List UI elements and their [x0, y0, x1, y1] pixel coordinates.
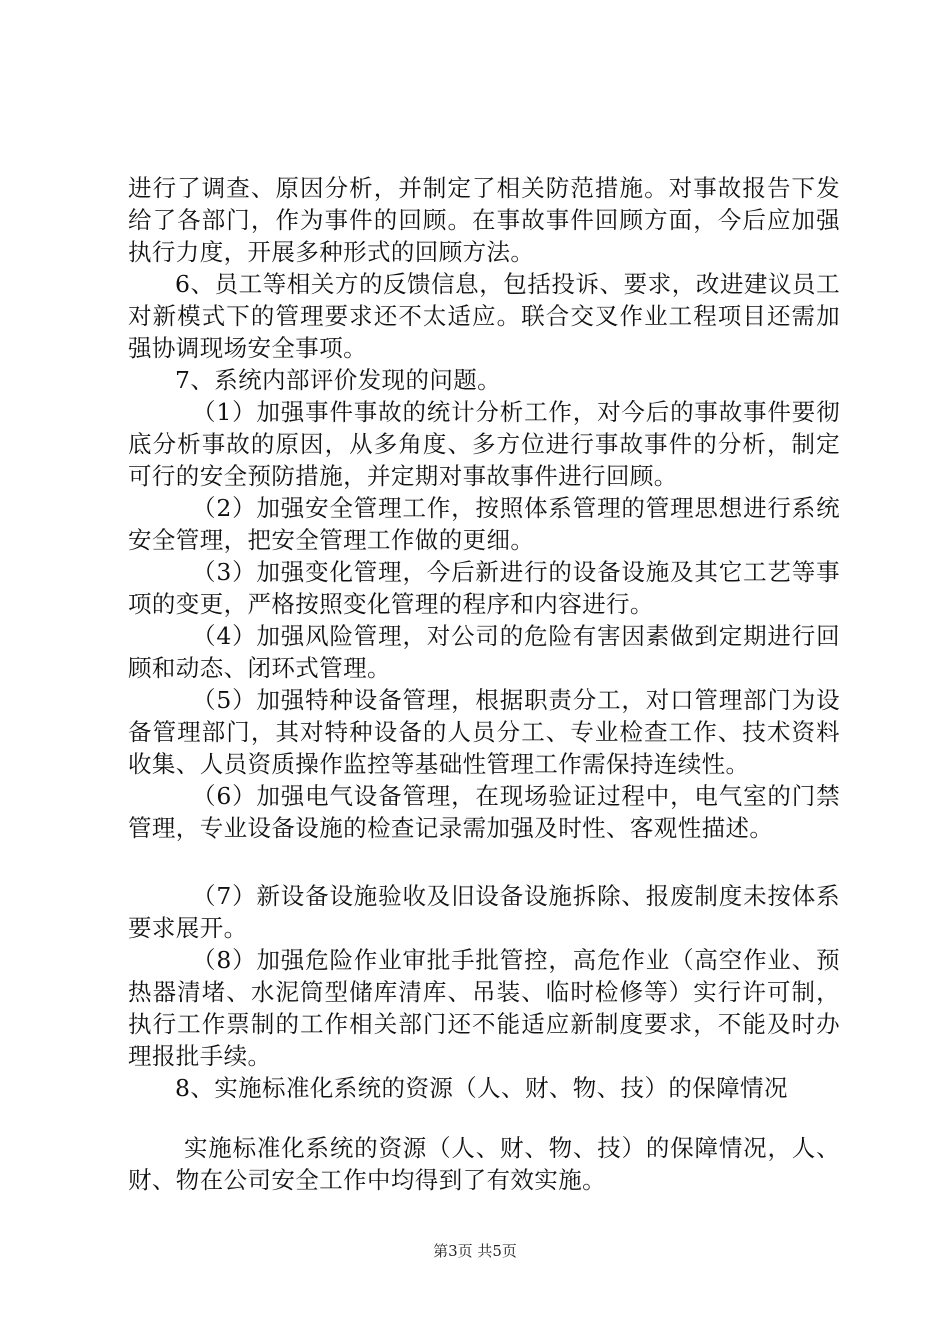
paragraph-sub-1-incident-analysis: （1）加强事件事故的统计分析工作，对今后的事故事件要彻底分析事故的原因，从多角度、多方位进行事故事件的分析，制定可行的安全预防措施，并定期对事故事件进行回顾。 [128, 398, 840, 490]
paragraph-resource-summary: 实施标准化系统的资源（人、财、物、技）的保障情况，人、财、物在公司安全工作中均得到了有效实施。 [128, 1134, 840, 1194]
paragraph-sub-2-safety-management: （2）加强安全管理工作，按照体系管理的管理思想进行系统安全管理，把安全管理工作做的更细。 [128, 494, 840, 554]
page-number-footer: 第3页 共5页 [433, 1242, 517, 1260]
paragraph-sub-6-electrical-equipment: （6）加强电气设备管理，在现场验证过程中，电气室的门禁管理，专业设备设施的检查记录需加强及时性、客观性描述。 [128, 782, 840, 842]
paragraph-sub-5-special-equipment: （5）加强特种设备管理，根据职责分工，对口管理部门为设备管理部门，其对特种设备的人员分工、专业检查工作、技术资料收集、人员资质操作监控等基础性管理工作需保持连续性。 [128, 686, 840, 778]
paragraph-sub-8-hazardous-work: （8）加强危险作业审批手批管控，高危作业（高空作业、预热器清堵、水泥筒型储库清库、吊装、临时检修等）实行许可制，执行工作票制的工作相关部门还不能适应新制度要求，不能及时办理报批手续。 [128, 946, 840, 1070]
paragraph-investigation: 进行了调查、原因分析，并制定了相关防范措施。对事故报告下发给了各部门，作为事件的回顾。在事故事件回顾方面，今后应加强执行力度，开展多种形式的回顾方法。 [128, 174, 840, 266]
paragraph-item-7-heading: 7、系统内部评价发现的问题。 [175, 366, 502, 394]
paragraph-item-8-heading: 8、实施标准化系统的资源（人、财、物、技）的保障情况 [175, 1074, 788, 1102]
paragraph-sub-7-equipment-acceptance: （7）新设备设施验收及旧设备设施拆除、报废制度未按体系要求展开。 [128, 882, 840, 942]
paragraph-sub-4-risk-management: （4）加强风险管理，对公司的危险有害因素做到定期进行回顾和动态、闭环式管理。 [128, 622, 840, 682]
paragraph-item-6-feedback: 6、员工等相关方的反馈信息，包括投诉、要求，改进建议员工对新模式下的管理要求还不太适应。联合交叉作业工程项目还需加强协调现场安全事项。 [128, 270, 840, 362]
document-body [128, 172, 840, 1196]
paragraph-sub-3-change-management: （3）加强变化管理，今后新进行的设备设施及其它工艺等事项的变更，严格按照变化管理的程序和内容进行。 [128, 558, 840, 618]
